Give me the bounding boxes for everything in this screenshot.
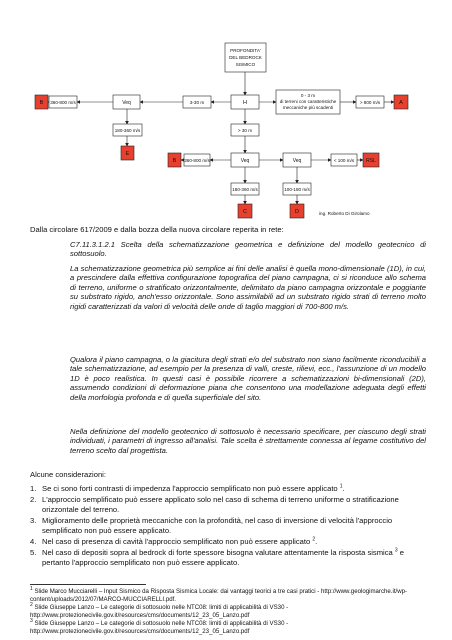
node-label: A bbox=[399, 100, 403, 106]
quote-paragraph: La schematizzazione geometrica più semplice ai fini delle analisi è quella mono-dimensionale (1D), in cui, a prescindere dalla effettiva configurazione topografica del piano campagna, ci si riconduce allo schema di terreno, uniforme o stratificato orizzontalmente, delimitato da piano campagna orizzontale e poggiante su substrato rigido, anch'esso orizzontale. Sono assimilabili ad un substrato rigido strati di terreno molto rigidi caratterizzati da valori di velocità delle onde di taglio maggiori di 700-800 m/s. bbox=[70, 264, 426, 311]
list-text: Nel caso di depositi sopra al bedrock di forte spessore bisogna valutare attentamente la risposta sismica bbox=[42, 548, 395, 558]
list-number: 3. bbox=[30, 516, 37, 526]
node-label: 360-800 m/s bbox=[184, 158, 210, 163]
node-label: meccaniche più scadenti bbox=[282, 105, 334, 110]
node-label: DEL BEDROCK bbox=[229, 55, 262, 60]
node-label: B bbox=[172, 158, 177, 164]
node-label: < 100 m/s bbox=[333, 158, 355, 163]
footnote bbox=[30, 585, 426, 604]
footnotes bbox=[30, 585, 426, 636]
node-label: C bbox=[243, 209, 247, 215]
list-text-end: . bbox=[315, 537, 318, 547]
footnote-text[interactable]: Slide Giuseppe Lanzo – Le categorie di sottosuolo nelle NTC08: limiti di applicabilità di VS30 - http://www.protezionecivile.gov.it/resources/cms/documents/12_23_05_Lanzo.pdf bbox=[30, 620, 289, 635]
list-item bbox=[30, 516, 426, 535]
node-label: > 30 m bbox=[237, 128, 253, 133]
node-label: H bbox=[243, 100, 247, 106]
footnote-number: 1 bbox=[30, 585, 33, 592]
list-text: Nel caso di presenza di cavità l'approccio semplificato non può essere applicato bbox=[42, 537, 313, 547]
node-label: PROFONDITA' bbox=[230, 48, 261, 53]
intro-text: Dalla circolare 617/2009 e dalla bozza della nuova circolare reperita in rete: bbox=[30, 225, 284, 234]
node-label: SISMICO bbox=[235, 62, 256, 67]
node-label: 100-180 m/s bbox=[284, 187, 310, 192]
footnote-number: 3 bbox=[30, 617, 33, 624]
quote-title: C7.11.3.1.2.1 Scelta della schematizzazione geometrica e definizione del modello geotecnico di sottosuolo. bbox=[70, 240, 426, 259]
list-item bbox=[30, 548, 426, 567]
connector-lines bbox=[48, 72, 394, 204]
list-text: L'approccio semplificato può essere applicato solo nel caso di schema di terreno uniforme o stratificazione orizzontale del terreno. bbox=[42, 495, 399, 514]
node-label: B bbox=[39, 100, 44, 106]
node-label: D bbox=[295, 209, 299, 215]
node-label: E bbox=[125, 151, 130, 157]
list-text: Se ci sono forti contrasti di impedenza l'approccio semplificato non può essere applicato bbox=[42, 484, 340, 493]
node-label: RSL bbox=[366, 158, 376, 164]
node-label: 180-360 m/s bbox=[114, 128, 141, 133]
node-label: 360-800 m/s bbox=[50, 100, 76, 105]
node-label: Veq bbox=[240, 158, 250, 164]
footnote-number: 2 bbox=[30, 601, 33, 608]
footnote-text[interactable]: Slide Marco Mucciarelli – Input Sismico da Risposta Sismica Locale: dai vantaggi teorici a tre casi pratici - http://www.geologimarche.it/wp-content/uploads/2012/07/MARCO-MUCCIARELLI.pdf. bbox=[30, 588, 408, 603]
diagram-author: ing. Roberto Di Girolamo bbox=[319, 211, 370, 216]
node-label: 180-360 m/s bbox=[232, 187, 258, 192]
footnote-ref[interactable]: 3 bbox=[394, 547, 398, 554]
node-label: Veq bbox=[122, 100, 131, 106]
quote-paragraph: Qualora il piano campagna, o la giacitura degli strati e/o del substrato non siano facilmente riconducibili a tale schematizzazione, ad esempio per la presenza di valli, creste, rilievi, ecc., l'assunzione di un modello 1D è poco realistica. In questi casi è possibile ricorrere a schematizzazioni bi-dimensionali (2D), assumendo condizioni di deformazione piana che consentono una modellazione adeguata degli effetti della morfologia profonda e di quella superficiale del sito. bbox=[70, 355, 426, 402]
list-number: 2. bbox=[30, 495, 37, 505]
quote-paragraph: Nella definizione del modello geotecnico di sottosuolo è necessario specificare, per ciascuno degli strati individuati, i parametri di ingresso all'analisi. Tale scelta è strettamente connessa al legame costitutivo del terreno scelto dal progettista. bbox=[70, 427, 426, 455]
considerations-list bbox=[30, 484, 426, 569]
footnote bbox=[30, 617, 426, 636]
list-text-end: . bbox=[342, 484, 345, 493]
node-label: 0 - 3 m bbox=[300, 93, 316, 98]
footnote-ref[interactable]: 2 bbox=[312, 536, 316, 543]
node-label: 3-30 m bbox=[189, 100, 205, 105]
list-number: 1. bbox=[30, 484, 37, 493]
list-item bbox=[30, 484, 426, 493]
node-label: Veq bbox=[292, 158, 302, 164]
node-label: > 800 m/s bbox=[359, 100, 381, 105]
list-number: 4. bbox=[30, 537, 37, 547]
list-item bbox=[30, 537, 426, 546]
considerations-heading: Alcune considerazioni: bbox=[30, 470, 106, 479]
list-number: 5. bbox=[30, 548, 37, 558]
bedrock-flowchart bbox=[0, 0, 452, 222]
list-item bbox=[30, 495, 426, 514]
footnote-ref[interactable]: 1 bbox=[339, 483, 343, 490]
footnote-text[interactable]: Slide Giuseppe Lanzo – Le categorie di sottosuolo nelle NTC08: limiti di applicabilità di VS30 - http://www.protezionecivile.gov.it/resources/cms/documents/12_23_05_Lanzo.pdf bbox=[30, 604, 289, 619]
node-label: di terreni con caratteristiche bbox=[279, 99, 337, 104]
footnote-divider bbox=[30, 584, 146, 585]
list-text: Miglioramento delle proprietà meccaniche con la profondità, nel caso di inversione di velocità l'approccio semplificato non può essere applicato. bbox=[42, 516, 393, 535]
footnote bbox=[30, 601, 426, 620]
list-text-end: e pertanto l'approccio semplificato non può essere applicato. bbox=[42, 548, 404, 567]
